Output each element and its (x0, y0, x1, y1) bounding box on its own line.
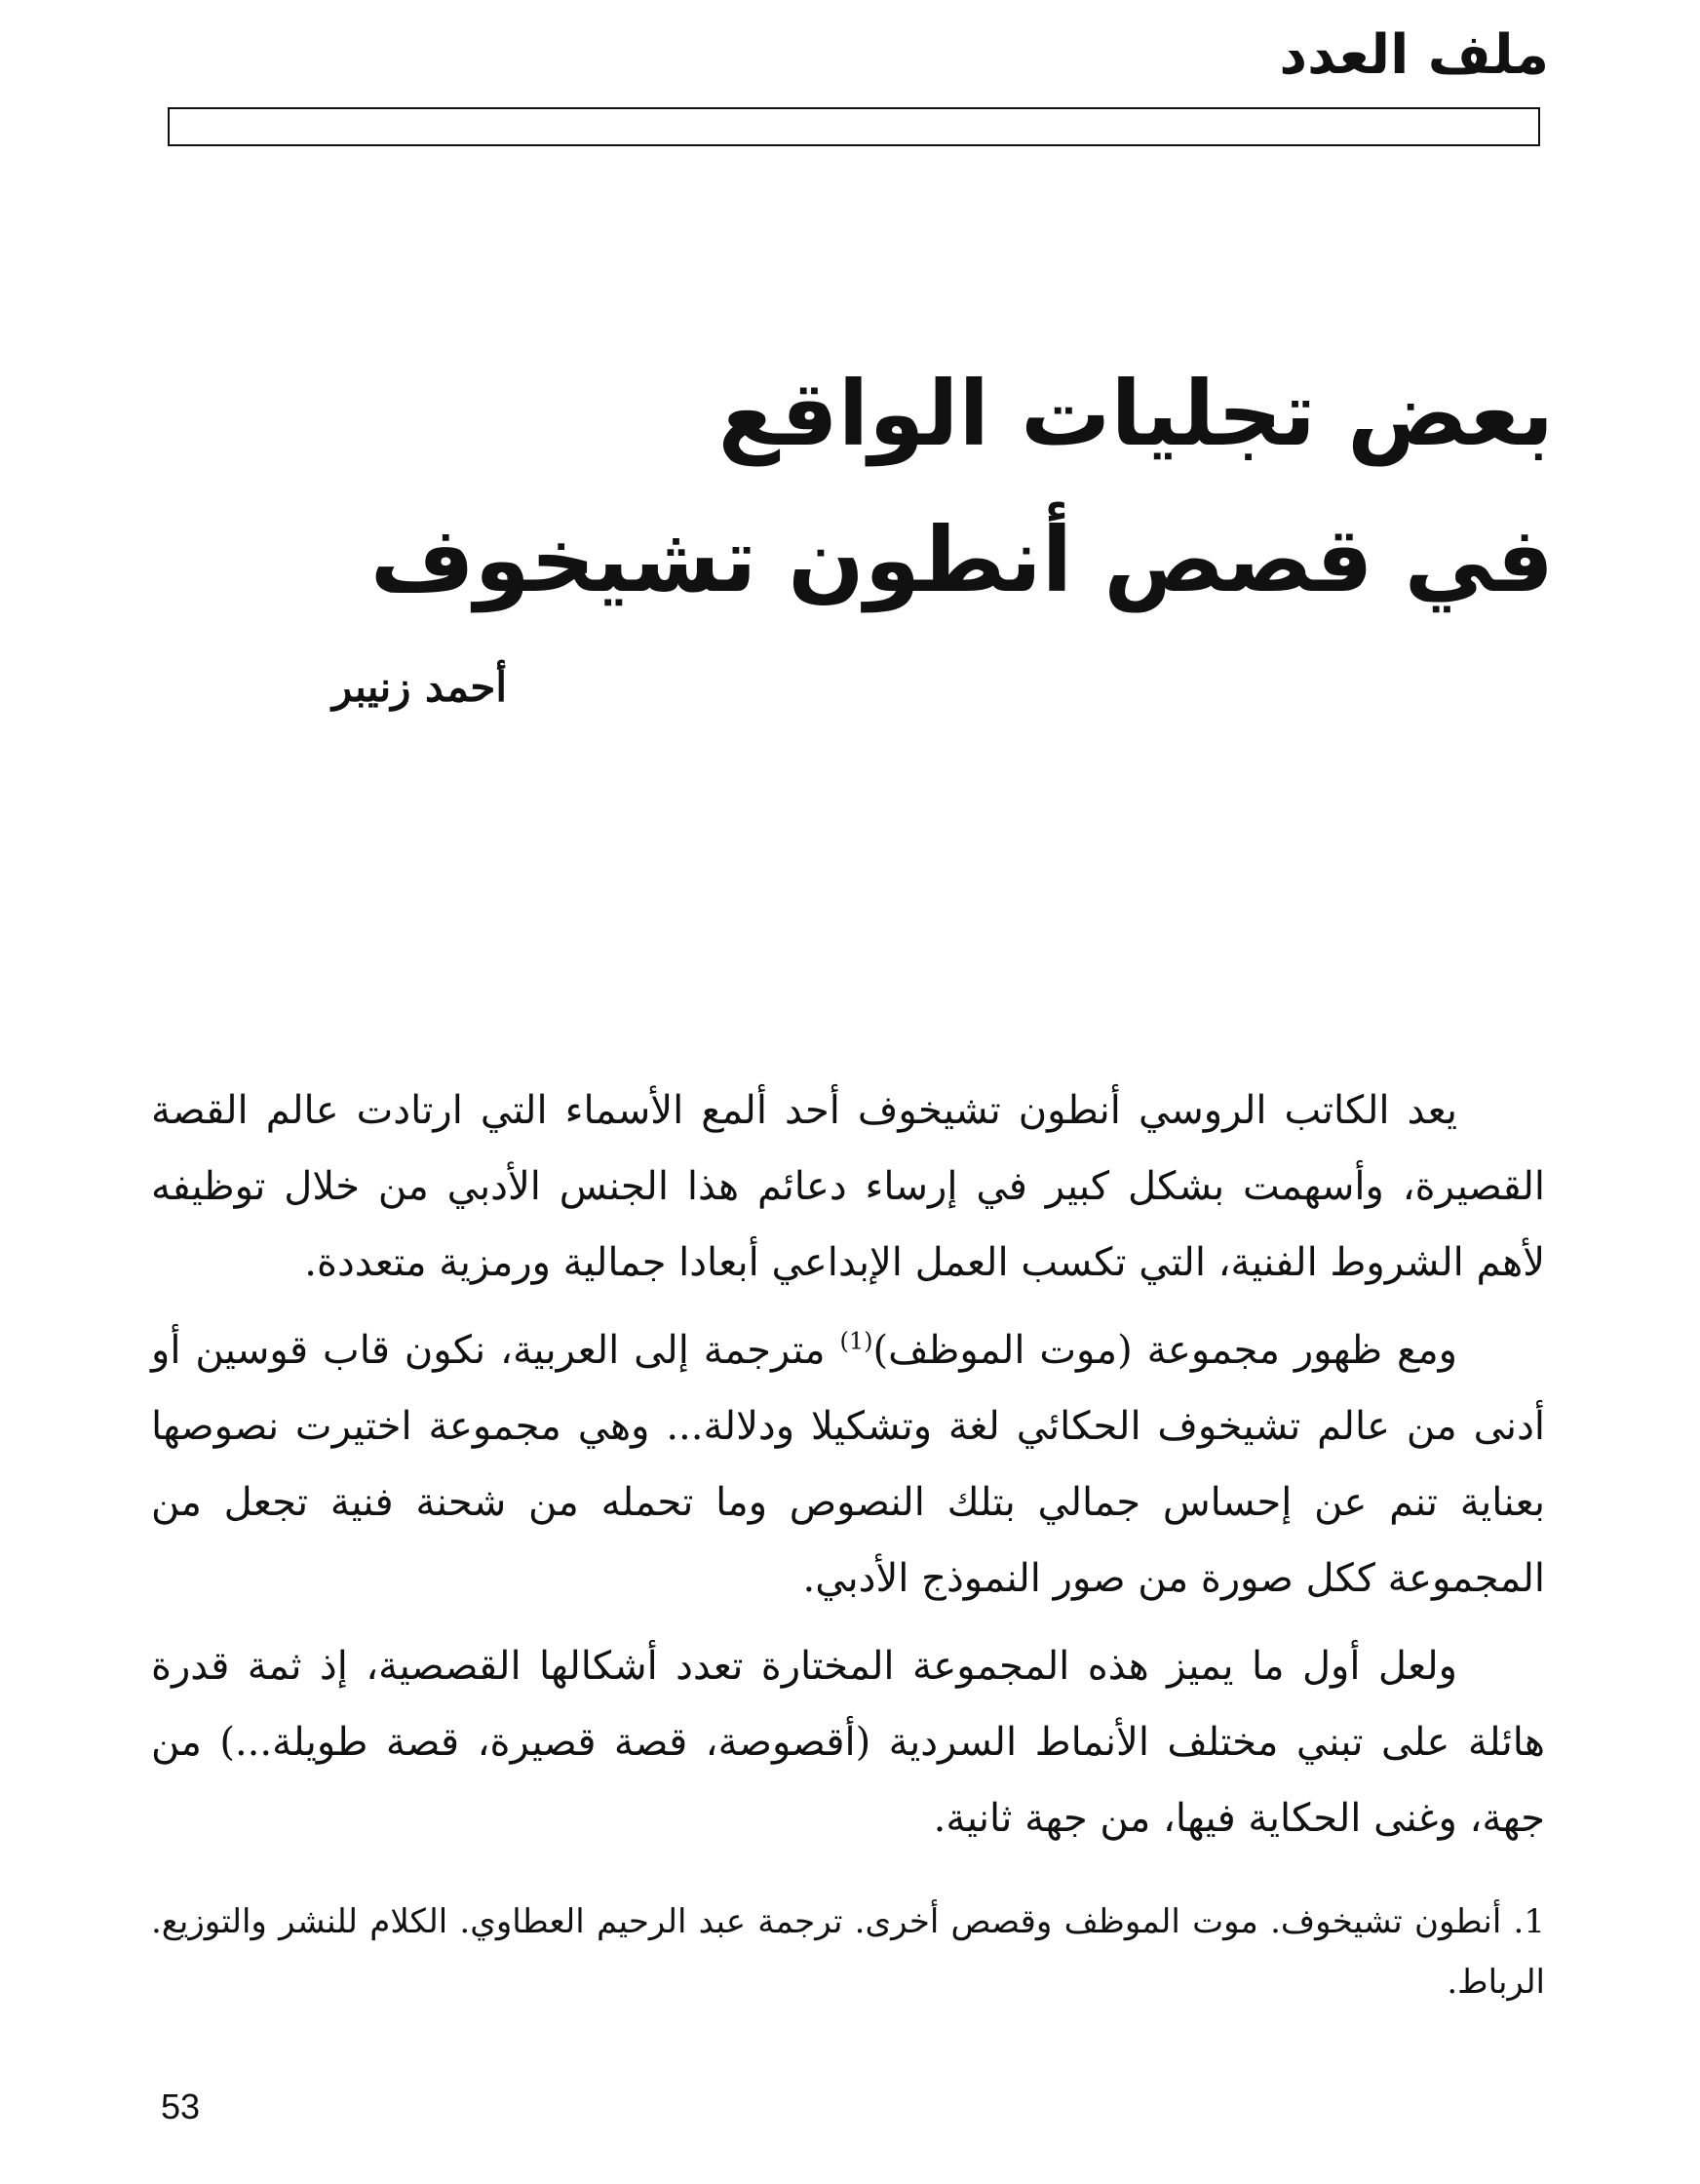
body-paragraph-2 (151, 1312, 1545, 1617)
body-paragraph-2-rest: مترجمة إلى العربية، نكون قاب قوسين أو أدنى من عالم تشيخوف الحكائي لغة وتشكيلا ودلالة... وهي مجموعة اختيرت نصوصها بعناية تنم عن إحساس جمالي بتلك النصوص وما تحمله من شحنة فنية تجعل من المجموعة ككل صورة من صور النموذج الأدبي. (151, 1328, 1545, 1601)
footnote: 1. أنطون تشيخوف. موت الموظف وقصص أخرى. ترجمة عبد الرحيم العطاوي. الكلام للنشر والتوزيع. الرباط. (151, 1902, 1545, 2002)
footnote-reference: (1) (839, 1327, 873, 1355)
article-title-line-2: في قصص أنطون تشيخوف (369, 508, 1554, 612)
author-name: أحمد زنيبر (331, 663, 507, 711)
section-label: ملف العدد (1279, 23, 1549, 87)
page-number: 53 (161, 2086, 201, 2126)
article-body (151, 1072, 1545, 1868)
body-paragraph-2-start: ومع ظهور مجموعة (موت الموظف) (872, 1328, 1457, 1373)
article-title-line-1: بعض تجليات الواقع (717, 362, 1554, 466)
body-paragraph-1: يعد الكاتب الروسي أنطون تشيخوف أحد ألمع الأسماء التي ارتادت عالم القصة القصيرة، وأسهمت بشكل كبير في إرساء دعائم هذا الجنس الأدبي من خلال توظيفه لأهم الشروط الفنية، التي تكسب العمل الإبداعي أبعادا جمالية ورمزية متعددة. (151, 1088, 1545, 1285)
header-rule (168, 107, 1540, 146)
article-title (369, 341, 1554, 634)
body-paragraph-3: ولعل أول ما يميز هذه المجموعة المختارة تعدد أشكالها القصصية، إذ ثمة قدرة هائلة على تبني مختلف الأنماط السردية (أقصوصة، قصة قصيرة، قصة طويلة...) من جهة، وغنى الحكاية فيها، من جهة ثانية. (151, 1644, 1545, 1841)
